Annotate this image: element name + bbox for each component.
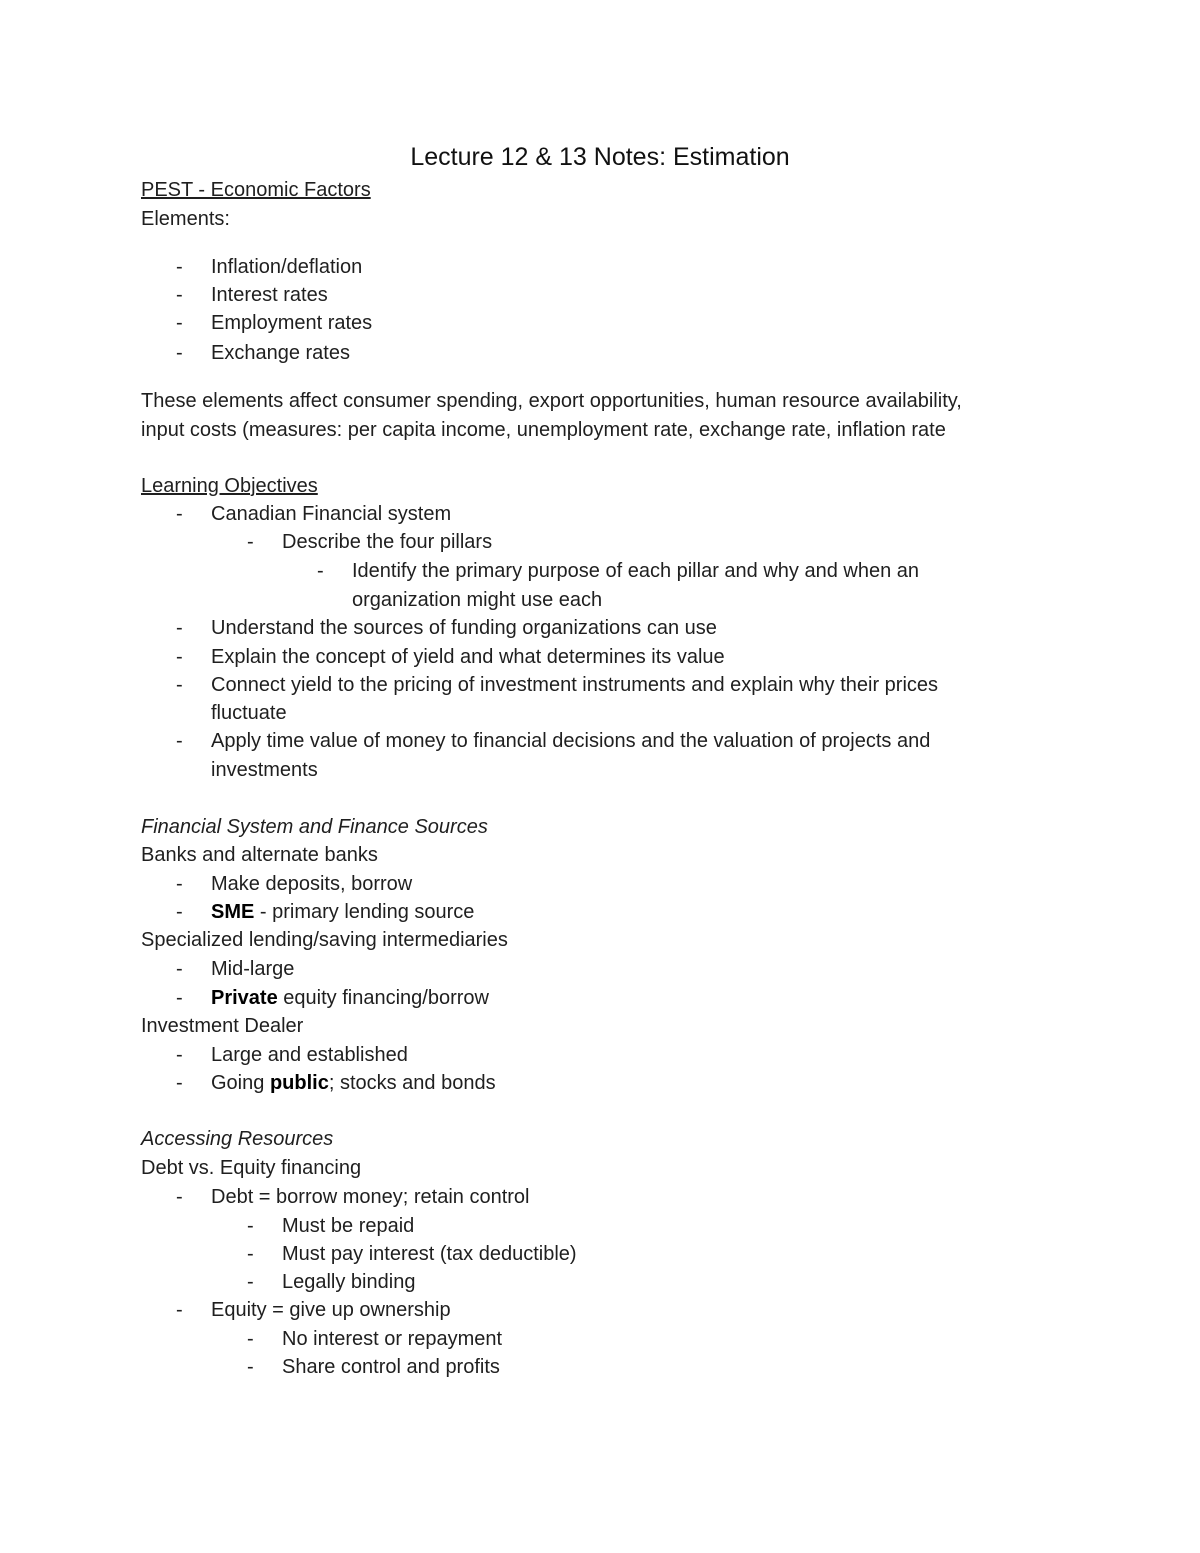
list-item: Canadian Financial system [211, 503, 452, 525]
debt-equity-label: Debt vs. Equity financing [141, 1157, 362, 1179]
bullet-dash: - [247, 1215, 254, 1237]
bullet-dash: - [176, 873, 183, 895]
objectives-heading: Learning Objectives [141, 475, 318, 497]
list-item: Make deposits, borrow [211, 873, 413, 895]
bullet-dash: - [176, 958, 183, 980]
list-item-continuation: investments [211, 759, 318, 781]
bold-term: SME [211, 901, 255, 923]
bullet-dash: - [176, 312, 183, 334]
list-item: Explain the concept of yield and what determines its value [211, 646, 725, 668]
list-item: Describe the four pillars [282, 531, 493, 553]
bullet-dash: - [176, 901, 183, 923]
bullet-dash: - [176, 256, 183, 278]
list-item: Identify the primary purpose of each pillar and why and when an [352, 560, 920, 582]
bullet-dash: - [176, 617, 183, 639]
list-item: Must be repaid [282, 1215, 415, 1237]
bold-term: public [269, 1072, 329, 1094]
bullet-dash: - [176, 730, 183, 752]
list-item: Connect yield to the pricing of investment instruments and explain why their prices [211, 674, 939, 696]
bullet-dash: - [317, 560, 324, 582]
bullet-dash: - [176, 1044, 183, 1066]
list-item: Inflation/deflation [211, 256, 363, 278]
list-item [211, 898, 474, 926]
list-item-continuation: organization might use each [352, 589, 603, 611]
bullet-dash: - [247, 531, 254, 553]
document-title: Lecture 12 & 13 Notes: Estimation [410, 143, 790, 171]
banks-label: Banks and alternate banks [141, 844, 378, 866]
bold-term: Private [211, 987, 278, 1009]
financial-system-heading: Financial System and Finance Sources [141, 816, 488, 838]
list-item: Apply time value of money to financial decisions and the valuation of projects and [211, 730, 931, 752]
list-item: Employment rates [211, 312, 373, 334]
bullet-dash: - [176, 674, 183, 696]
elements-label: Elements: [141, 208, 230, 230]
bullet-dash: - [176, 342, 183, 364]
list-item [211, 984, 489, 1012]
bullet-dash: - [247, 1328, 254, 1350]
bullet-dash: - [176, 646, 183, 668]
bullet-dash: - [176, 1299, 183, 1321]
list-item-text: equity financing/borrow [277, 987, 489, 1009]
list-item: Share control and profits [282, 1356, 500, 1378]
bullet-dash: - [176, 1072, 183, 1094]
list-item: Interest rates [211, 284, 328, 306]
bullet-dash: - [176, 1186, 183, 1208]
list-item: Mid-large [211, 958, 295, 980]
list-item-text: Going [211, 1072, 270, 1094]
list-item: Debt = borrow money; retain control [211, 1186, 530, 1208]
pest-paragraph-line: These elements affect consumer spending, export opportunities, human resource availability, [141, 390, 962, 412]
bullet-dash: - [176, 503, 183, 525]
list-item-text: ; stocks and bonds [328, 1072, 496, 1094]
list-item: Understand the sources of funding organizations can use [211, 617, 717, 639]
list-item: Equity = give up ownership [211, 1299, 451, 1321]
list-item: Legally binding [282, 1271, 416, 1293]
pest-paragraph-line: input costs (measures: per capita income, unemployment rate, exchange rate, inflation rate [141, 419, 946, 441]
list-item-continuation: fluctuate [211, 702, 287, 724]
bullet-dash: - [247, 1356, 254, 1378]
accessing-heading: Accessing Resources [141, 1128, 334, 1150]
dealer-label: Investment Dealer [141, 1015, 304, 1037]
bullet-dash: - [247, 1271, 254, 1293]
list-item-text: - primary lending source [254, 901, 475, 923]
bullet-dash: - [176, 987, 183, 1009]
list-item: Must pay interest (tax deductible) [282, 1243, 577, 1265]
bullet-dash: - [176, 284, 183, 306]
specialized-label: Specialized lending/saving intermediaries [141, 929, 508, 951]
list-item [211, 1069, 496, 1097]
pest-heading: PEST - Economic Factors [141, 179, 371, 201]
bullet-dash: - [247, 1243, 254, 1265]
list-item: Exchange rates [211, 342, 350, 364]
list-item: Large and established [211, 1044, 408, 1066]
list-item: No interest or repayment [282, 1328, 503, 1350]
